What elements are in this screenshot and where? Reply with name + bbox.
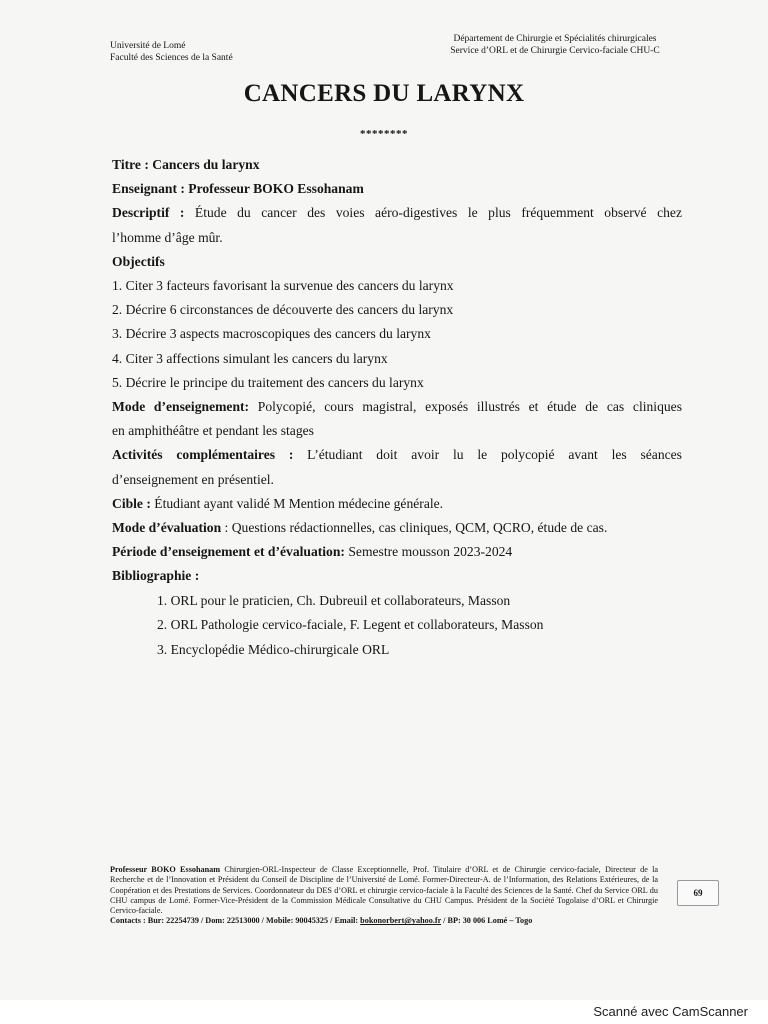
footer-bp: / BP: 30 006 Lomé – Togo (441, 916, 533, 926)
objective-item: 1. Citer 3 facteurs favorisant la survenue des cancers du larynx (112, 278, 454, 294)
footer-author-bio: Chirurgien-ORL-Inspecteur de Classe Exceptionnelle, Prof. Titulaire d’ORL et de Chirurgie cervico-faciale, Directeur de la Recherche et de l’Innovation et Président du Conseil de Discipline de l’Université de Lomé. Former-Directeur-A. de l’Information, des Relations Extérieures, de la Coopération et des Prestations de Services. Coordonnateur du DES d’ORL et chirurgie cervico-faciale à la Faculté des Sciences de la Santé. Chef du Service ORL du CHU campus de Lomé. Former-Vice-Président de la Commission Médicale Consultative du CHU Campus. Président de la Société Togolaise d’ORL et Chirurgie Cervico-faciale. (110, 865, 658, 916)
periode-line (112, 540, 682, 564)
page-number-box (677, 880, 719, 906)
titre-line (112, 153, 682, 177)
enseignant-value: Professeur BOKO Essohanam (188, 181, 364, 197)
enseignant-label: Enseignant : (112, 181, 189, 197)
mode-enseignement-value-1: Polycopié, cours magistral, exposés illustrés et étude de cas cliniques (257, 399, 682, 415)
mode-evaluation-line (112, 516, 682, 540)
titre-label: Titre : (112, 157, 153, 172)
scanner-watermark: Scanné avec CamScanner (593, 1004, 748, 1019)
scanner-watermark-bar (0, 1000, 768, 1024)
university-name: Université de Lomé (110, 41, 186, 51)
objective-item: 2. Décrire 6 circonstances de découverte des cancers du larynx (112, 302, 454, 318)
title-separator: ******** (360, 128, 408, 140)
objective-item: 4. Citer 3 affections simulant les cancers du larynx (112, 350, 388, 366)
activites-label: Activités complémentaires : (112, 447, 308, 463)
descriptif-line-1 (112, 201, 682, 225)
bibliography-item: 1. ORL pour le praticien, Ch. Dubreuil et collaborateurs, Masson (157, 592, 511, 608)
footer-contacts-value: Bur: 22254739 / Dom: 22513000 / Mobile: 90045325 / Email: (147, 916, 361, 926)
descriptif-value-2: l’homme d’âge mûr. (112, 229, 223, 245)
course-description (112, 153, 682, 662)
bibliography-item: 3. Encyclopédie Médico-chirurgicale ORL (157, 641, 390, 657)
bibliographie-heading: Bibliographie : (112, 568, 200, 584)
mode-evaluation-value: : Questions rédactionnelles, cas cliniques, QCM, QCRO, étude de cas. (221, 520, 608, 536)
periode-label: Période d’enseignement et d’évaluation: (112, 544, 349, 560)
mode-enseignement-value-2: en amphithéâtre et pendant les stages (112, 423, 314, 439)
mode-evaluation-label: Mode d’évaluation (112, 520, 222, 536)
footer-contacts-label: Contacts : (110, 916, 148, 926)
activites-line-1 (112, 443, 682, 467)
department-name: Département de Chirurgie et Spécialités chirurgicales (453, 34, 657, 44)
activites-value-1: L’étudiant doit avoir lu le polycopié avant les séances (307, 447, 682, 463)
footer-email-link[interactable]: bokonorbert@yahoo.fr (360, 916, 442, 926)
bibliography-item: 2. ORL Pathologie cervico-faciale, F. Legent et collaborateurs, Masson (157, 617, 544, 633)
periode-value: Semestre mousson 2023-2024 (348, 544, 513, 560)
mode-enseignement-line-1 (112, 395, 682, 419)
department-header (420, 33, 690, 57)
activites-value-2: d’enseignement en présentiel. (112, 471, 274, 487)
objective-item: 5. Décrire le principe du traitement des cancers du larynx (112, 374, 424, 390)
descriptif-value-1: Étude du cancer des voies aéro-digestives le plus fréquemment observé chez (194, 205, 682, 221)
objective-item: 3. Décrire 3 aspects macroscopiques des cancers du larynx (112, 326, 431, 342)
university-header (110, 40, 233, 64)
cible-line (112, 492, 682, 516)
descriptif-label: Descriptif : (112, 205, 195, 221)
objectifs-heading: Objectifs (112, 253, 165, 269)
service-name: Service d’ORL et de Chirurgie Cervico-faciale CHU-C (450, 46, 660, 56)
enseignant-line (112, 177, 682, 201)
faculty-name: Faculté des Sciences de la Santé (110, 53, 233, 63)
mode-enseignement-label: Mode d’enseignement: (112, 399, 258, 415)
titre-value: Cancers du larynx (152, 157, 260, 172)
page-number: 69 (693, 888, 703, 898)
page-title: CANCERS DU LARYNX (243, 80, 525, 107)
author-footer (110, 865, 658, 927)
cible-label: Cible : (112, 495, 155, 511)
cible-value: Étudiant ayant validé M Mention médecine générale. (154, 495, 444, 511)
footer-author-name: Professeur BOKO Essohanam (110, 865, 221, 874)
